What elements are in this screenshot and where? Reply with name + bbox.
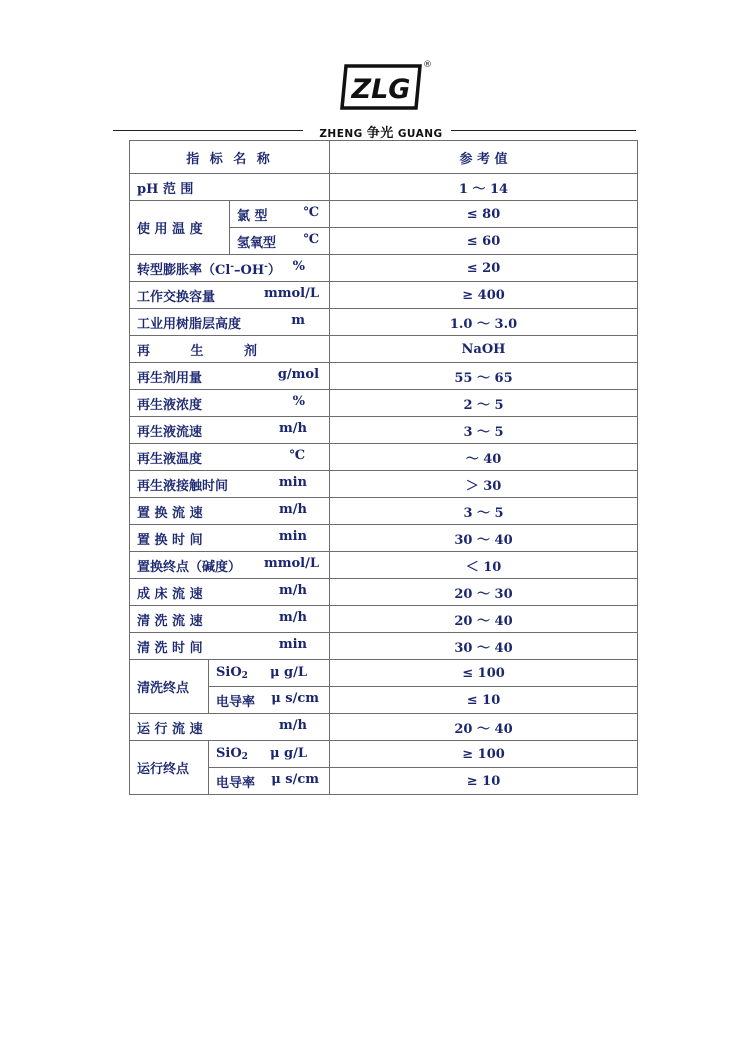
spec-table bbox=[129, 140, 638, 795]
row-name-text: 清 洗 时 间 bbox=[137, 640, 203, 656]
row-unit: μ g/L bbox=[269, 746, 308, 761]
row-name-text: 电导率 bbox=[216, 694, 256, 710]
table-row bbox=[130, 660, 638, 687]
registered-mark: ® bbox=[423, 60, 432, 70]
table-row bbox=[130, 606, 638, 633]
table-row bbox=[130, 579, 638, 606]
group-label: 使 用 温 度 bbox=[130, 201, 230, 255]
header-name: 指 标 名 称 bbox=[130, 141, 330, 174]
row-name-text: 再生液浓度 bbox=[137, 397, 203, 413]
row-unit: min bbox=[278, 636, 308, 652]
row-value: 3 ～ 5 bbox=[330, 417, 638, 444]
row-name bbox=[130, 525, 330, 552]
group-label: 清洗终点 bbox=[130, 660, 209, 714]
row-name-text: 电导率 bbox=[216, 775, 256, 791]
table-row bbox=[130, 255, 638, 282]
row-unit: m/h bbox=[279, 609, 308, 625]
table-header-row bbox=[130, 141, 638, 174]
sio2-label: SiO bbox=[216, 746, 242, 761]
table-row bbox=[130, 714, 638, 741]
table-row bbox=[130, 552, 638, 579]
row-value: 55 ～ 65 bbox=[330, 363, 638, 390]
row-name bbox=[130, 417, 330, 444]
sio2-subscript: 2 bbox=[241, 752, 248, 762]
row-name-text: 清 洗 流 速 bbox=[137, 613, 203, 629]
table-row bbox=[130, 363, 638, 390]
table-row bbox=[130, 390, 638, 417]
row-unit: m/h bbox=[279, 717, 308, 733]
row-name-text: 工业用树脂层高度 bbox=[137, 316, 242, 332]
row-value: 1.0 ～ 3.0 bbox=[330, 309, 638, 336]
table-row bbox=[130, 444, 638, 471]
table-row bbox=[130, 633, 638, 660]
row-unit: m/h bbox=[279, 420, 308, 436]
row-name bbox=[209, 768, 330, 795]
row-name bbox=[230, 228, 330, 255]
table-row bbox=[130, 174, 638, 201]
sio2-label: SiO bbox=[216, 665, 242, 680]
row-value: ～ 40 bbox=[330, 444, 638, 471]
brand-header bbox=[113, 122, 636, 141]
row-value: 20 ～ 30 bbox=[330, 579, 638, 606]
row-name-text bbox=[216, 665, 248, 681]
row-name bbox=[130, 255, 330, 282]
row-name-text: 再生液温度 bbox=[137, 451, 203, 467]
row-value: ＜ 10 bbox=[330, 552, 638, 579]
row-name bbox=[130, 363, 330, 390]
row-value: ≥ 100 bbox=[330, 741, 638, 768]
table-row bbox=[130, 282, 638, 309]
row-name bbox=[130, 282, 330, 309]
swelling-sup: - bbox=[230, 261, 235, 272]
row-unit: min bbox=[278, 474, 308, 490]
row-name bbox=[130, 498, 330, 525]
company-logo bbox=[340, 62, 422, 112]
row-name bbox=[130, 309, 330, 336]
row-value: 20 ～ 40 bbox=[330, 714, 638, 741]
row-unit: ℃ bbox=[289, 447, 306, 463]
table-row bbox=[130, 525, 638, 552]
row-value: ≤ 20 bbox=[330, 255, 638, 282]
row-value: ≤ 100 bbox=[330, 660, 638, 687]
row-name-text: 氯 型 bbox=[237, 208, 268, 224]
logo-text: ZLG bbox=[351, 74, 411, 105]
header-value: 参 考 值 bbox=[330, 141, 638, 174]
brand-name-cn: 争光 bbox=[366, 126, 394, 141]
swelling-name-part: ） bbox=[267, 262, 281, 278]
row-value: NaOH bbox=[330, 336, 638, 363]
row-name-text: 再生液接触时间 bbox=[137, 478, 229, 494]
row-unit: % bbox=[292, 393, 306, 409]
table-row bbox=[130, 498, 638, 525]
row-name-text: 置 换 流 速 bbox=[137, 505, 203, 521]
row-name-text: 置换终点（碱度） bbox=[137, 559, 242, 575]
divider-left bbox=[113, 130, 303, 131]
row-value: 30 ～ 40 bbox=[330, 633, 638, 660]
group-label: 运行终点 bbox=[130, 741, 209, 795]
row-name bbox=[209, 660, 330, 687]
swelling-name-part: –OH bbox=[234, 262, 265, 278]
row-value: ＞ 30 bbox=[330, 471, 638, 498]
row-name bbox=[130, 471, 330, 498]
row-name bbox=[209, 687, 330, 714]
row-unit: min bbox=[278, 528, 308, 544]
row-value: ≤ 10 bbox=[330, 687, 638, 714]
row-name-text: 置 换 时 间 bbox=[137, 532, 203, 548]
row-name bbox=[130, 552, 330, 579]
row-name-text: 再生液流速 bbox=[137, 424, 203, 440]
swelling-sup: - bbox=[264, 261, 268, 272]
sio2-subscript: 2 bbox=[241, 671, 248, 681]
row-unit: mmol/L bbox=[264, 555, 320, 571]
row-unit: g/mol bbox=[277, 366, 320, 382]
table-row bbox=[130, 336, 638, 363]
row-name-text: 成 床 流 速 bbox=[137, 586, 203, 602]
row-name bbox=[130, 633, 330, 660]
row-name-text: 工作交换容量 bbox=[137, 289, 216, 305]
row-name bbox=[230, 201, 330, 228]
divider-right bbox=[451, 130, 636, 131]
table-row bbox=[130, 309, 638, 336]
row-value: ≥ 10 bbox=[330, 768, 638, 795]
row-value: 1 ～ 14 bbox=[330, 174, 638, 201]
row-value: ≤ 60 bbox=[330, 228, 638, 255]
table-row bbox=[130, 201, 638, 228]
row-name: 再 生 剂 bbox=[130, 336, 330, 363]
row-unit: μ s/cm bbox=[271, 771, 320, 787]
swelling-name-part: 转型膨胀率（Cl bbox=[137, 262, 231, 278]
row-unit: m bbox=[291, 312, 306, 328]
row-unit: % bbox=[292, 258, 306, 274]
row-value: 2 ～ 5 bbox=[330, 390, 638, 417]
row-name bbox=[130, 714, 330, 741]
row-name bbox=[130, 606, 330, 633]
row-value: 20 ～ 40 bbox=[330, 606, 638, 633]
row-name: pH 范 围 bbox=[130, 174, 330, 201]
table-row bbox=[130, 417, 638, 444]
row-unit: m/h bbox=[279, 501, 308, 517]
brand-name bbox=[310, 122, 452, 141]
row-name bbox=[130, 390, 330, 417]
row-unit: ℃ bbox=[303, 231, 320, 247]
row-value: ≤ 80 bbox=[330, 201, 638, 228]
row-unit: μ g/L bbox=[269, 665, 308, 680]
row-name-text: 氢氧型 bbox=[237, 235, 277, 251]
row-name-text bbox=[137, 259, 281, 278]
row-value: 30 ～ 40 bbox=[330, 525, 638, 552]
row-unit: ℃ bbox=[303, 204, 320, 220]
row-unit: μ s/cm bbox=[271, 690, 320, 706]
row-name bbox=[130, 579, 330, 606]
brand-name-right: GUANG bbox=[397, 128, 443, 140]
row-name-text: 运 行 流 速 bbox=[137, 721, 203, 737]
row-value: 3 ～ 5 bbox=[330, 498, 638, 525]
table-row bbox=[130, 741, 638, 768]
row-name-text: 再生剂用量 bbox=[137, 370, 203, 386]
row-name bbox=[209, 741, 330, 768]
brand-name-left: ZHENG bbox=[319, 128, 363, 140]
table-row bbox=[130, 471, 638, 498]
row-unit: mmol/L bbox=[264, 285, 320, 301]
row-value: ≥ 400 bbox=[330, 282, 638, 309]
row-name bbox=[130, 444, 330, 471]
row-unit: m/h bbox=[279, 582, 308, 598]
row-name-text bbox=[216, 746, 248, 762]
